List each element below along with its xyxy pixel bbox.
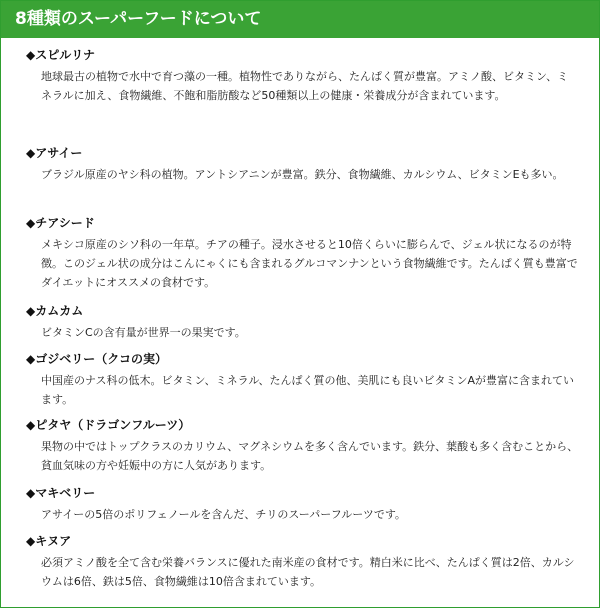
section-title: ◆スピルリナ bbox=[26, 48, 95, 62]
section-title: ◆ゴジベリー（クコの実） bbox=[26, 352, 167, 366]
section-title: ◆マキベリー bbox=[26, 486, 96, 500]
section-text: ビタミンCの含有量が世界一の果実です。 bbox=[41, 326, 246, 339]
header-bar bbox=[1, 1, 599, 38]
section-title: ◆アサイー bbox=[26, 146, 83, 160]
section-text: 必須アミノ酸を全て含む栄養バランスに優れた南米産の食材です。精白米に比べ、たんぱく質は2倍、カルシウムは6倍、鉄は5倍、食物繊維は10倍含まれています。 bbox=[41, 556, 575, 588]
section-title: ◆ピタヤ（ドラゴンフルーツ） bbox=[26, 418, 191, 432]
section-text: ブラジル原産のヤシ科の植物。アントシアニンが豊富。鉄分、食物繊維、カルシウム、ビタミンEも多い。 bbox=[41, 168, 564, 181]
section-title: ◆カムカム bbox=[26, 304, 84, 318]
section-text: アサイーの5倍のポリフェノールを含んだ、チリのスーパーフルーツです。 bbox=[41, 508, 406, 521]
page-title: 8種類のスーパーフードについて bbox=[15, 9, 262, 29]
section-text: メキシコ原産のシソ科の一年草。チアの種子。浸水させると10倍くらいに膨らんで、ジェル状になるのが特徴。このジェル状の成分はこんにゃくにも含まれるグルコマンナンという食物繊維です。たんぱく質も豊富でダイエットにオススメの食材です。 bbox=[41, 238, 578, 289]
section-text: 地球最古の植物で水中で育つ藻の一種。植物性でありながら、たんぱく質が豊富。アミノ酸、ビタミン、ミネラルに加え、食物繊維、不飽和脂肪酸など50種類以上の健康・栄養成分が含まれています。 bbox=[41, 70, 569, 102]
section-text: 中国産のナス科の低木。ビタミン、ミネラル、たんぱく質の他、美肌にも良いビタミンAが豊富に含まれています。 bbox=[41, 374, 574, 406]
section-title: ◆チアシード bbox=[26, 216, 95, 230]
section-title: ◆キヌア bbox=[26, 534, 72, 548]
section-text: 果物の中ではトップクラスのカリウム、マグネシウムを多く含んでいます。鉄分、葉酸も多く含むことから、貧血気味の方や妊娠中の方に人気があります。 bbox=[41, 440, 579, 472]
